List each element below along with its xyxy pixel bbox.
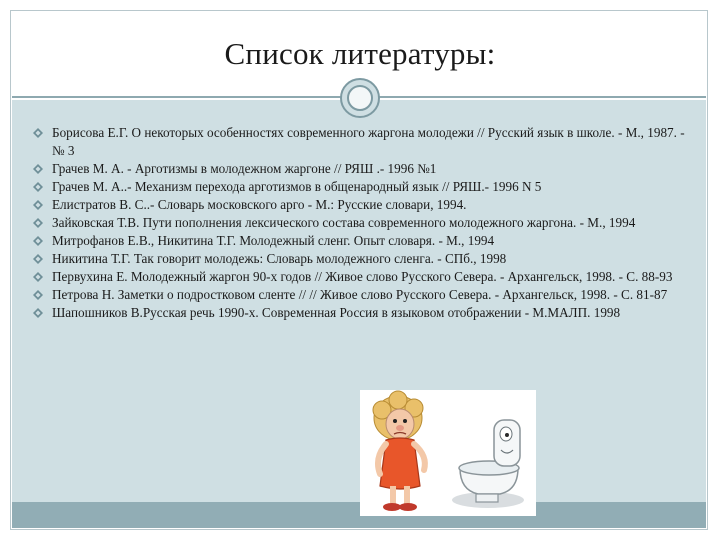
reference-text: Никитина Т.Г. Так говорит молодежь: Словарь молодежного сленга. - СПб., 1998 <box>52 251 507 266</box>
diamond-bullet-icon <box>33 254 43 264</box>
list-item <box>30 304 690 322</box>
list-item <box>30 196 690 214</box>
list-item <box>30 214 690 232</box>
reference-text: Грачев М. А. - Арготизмы в молодежном жаргоне // РЯШ .- 1996 №1 <box>52 161 437 176</box>
diamond-bullet-icon <box>33 308 43 318</box>
cartoon-illustration <box>360 390 536 516</box>
diamond-bullet-icon <box>33 236 43 246</box>
diamond-bullet-icon <box>33 128 43 138</box>
list-item <box>30 268 690 286</box>
list-item <box>30 286 690 304</box>
reference-text: Первухина Е. Молодежный жаргон 90-х годов // Живое слово Русского Севера. - Архангельск, 1998. - С. 88-93 <box>52 269 673 284</box>
reference-text: Зайковская Т.В. Пути пополнения лексического состава современного молодежного жаргона. - М., 1994 <box>52 215 636 230</box>
reference-text: Борисова Е.Г. О некоторых особенностях современного жаргона молодежи // Русский язык в школе. - М., 1987. - № 3 <box>52 125 685 158</box>
diamond-bullet-icon <box>33 182 43 192</box>
diamond-bullet-icon <box>33 290 43 300</box>
reference-text: Петрова Н. Заметки о подростковом сленте // // Живое слово Русского Севера. - Архангельск, 1998. - С. 81-87 <box>52 287 668 302</box>
diamond-bullet-icon <box>33 164 43 174</box>
list-item <box>30 250 690 268</box>
list-item <box>30 232 690 250</box>
diamond-bullet-icon <box>33 218 43 228</box>
slide-title: Список литературы: <box>224 36 496 71</box>
list-item <box>30 124 690 160</box>
reference-text: Елистратов В. С..- Словарь московского арго - М.: Русские словари, 1994. <box>52 197 467 212</box>
circle-ornament-icon <box>340 78 380 118</box>
woman-toilet-cartoon <box>360 390 536 516</box>
diamond-bullet-icon <box>33 272 43 282</box>
diamond-bullet-icon <box>33 200 43 210</box>
reference-text: Митрофанов Е.В., Никитина Т.Г. Молодежный сленг. Опыт словаря. - М., 1994 <box>52 233 495 248</box>
list-item <box>30 178 690 196</box>
list-item <box>30 160 690 178</box>
reference-list <box>30 124 690 322</box>
bottom-bar <box>12 502 706 528</box>
reference-text: Шапошников В.Русская речь 1990-х. Современная Россия в языковом отображении - М.МАЛП. 1998 <box>52 305 621 320</box>
reference-text: Грачев М. А..- Механизм перехода арготизмов в общенародный язык // РЯШ.- 1996 N 5 <box>52 179 542 194</box>
